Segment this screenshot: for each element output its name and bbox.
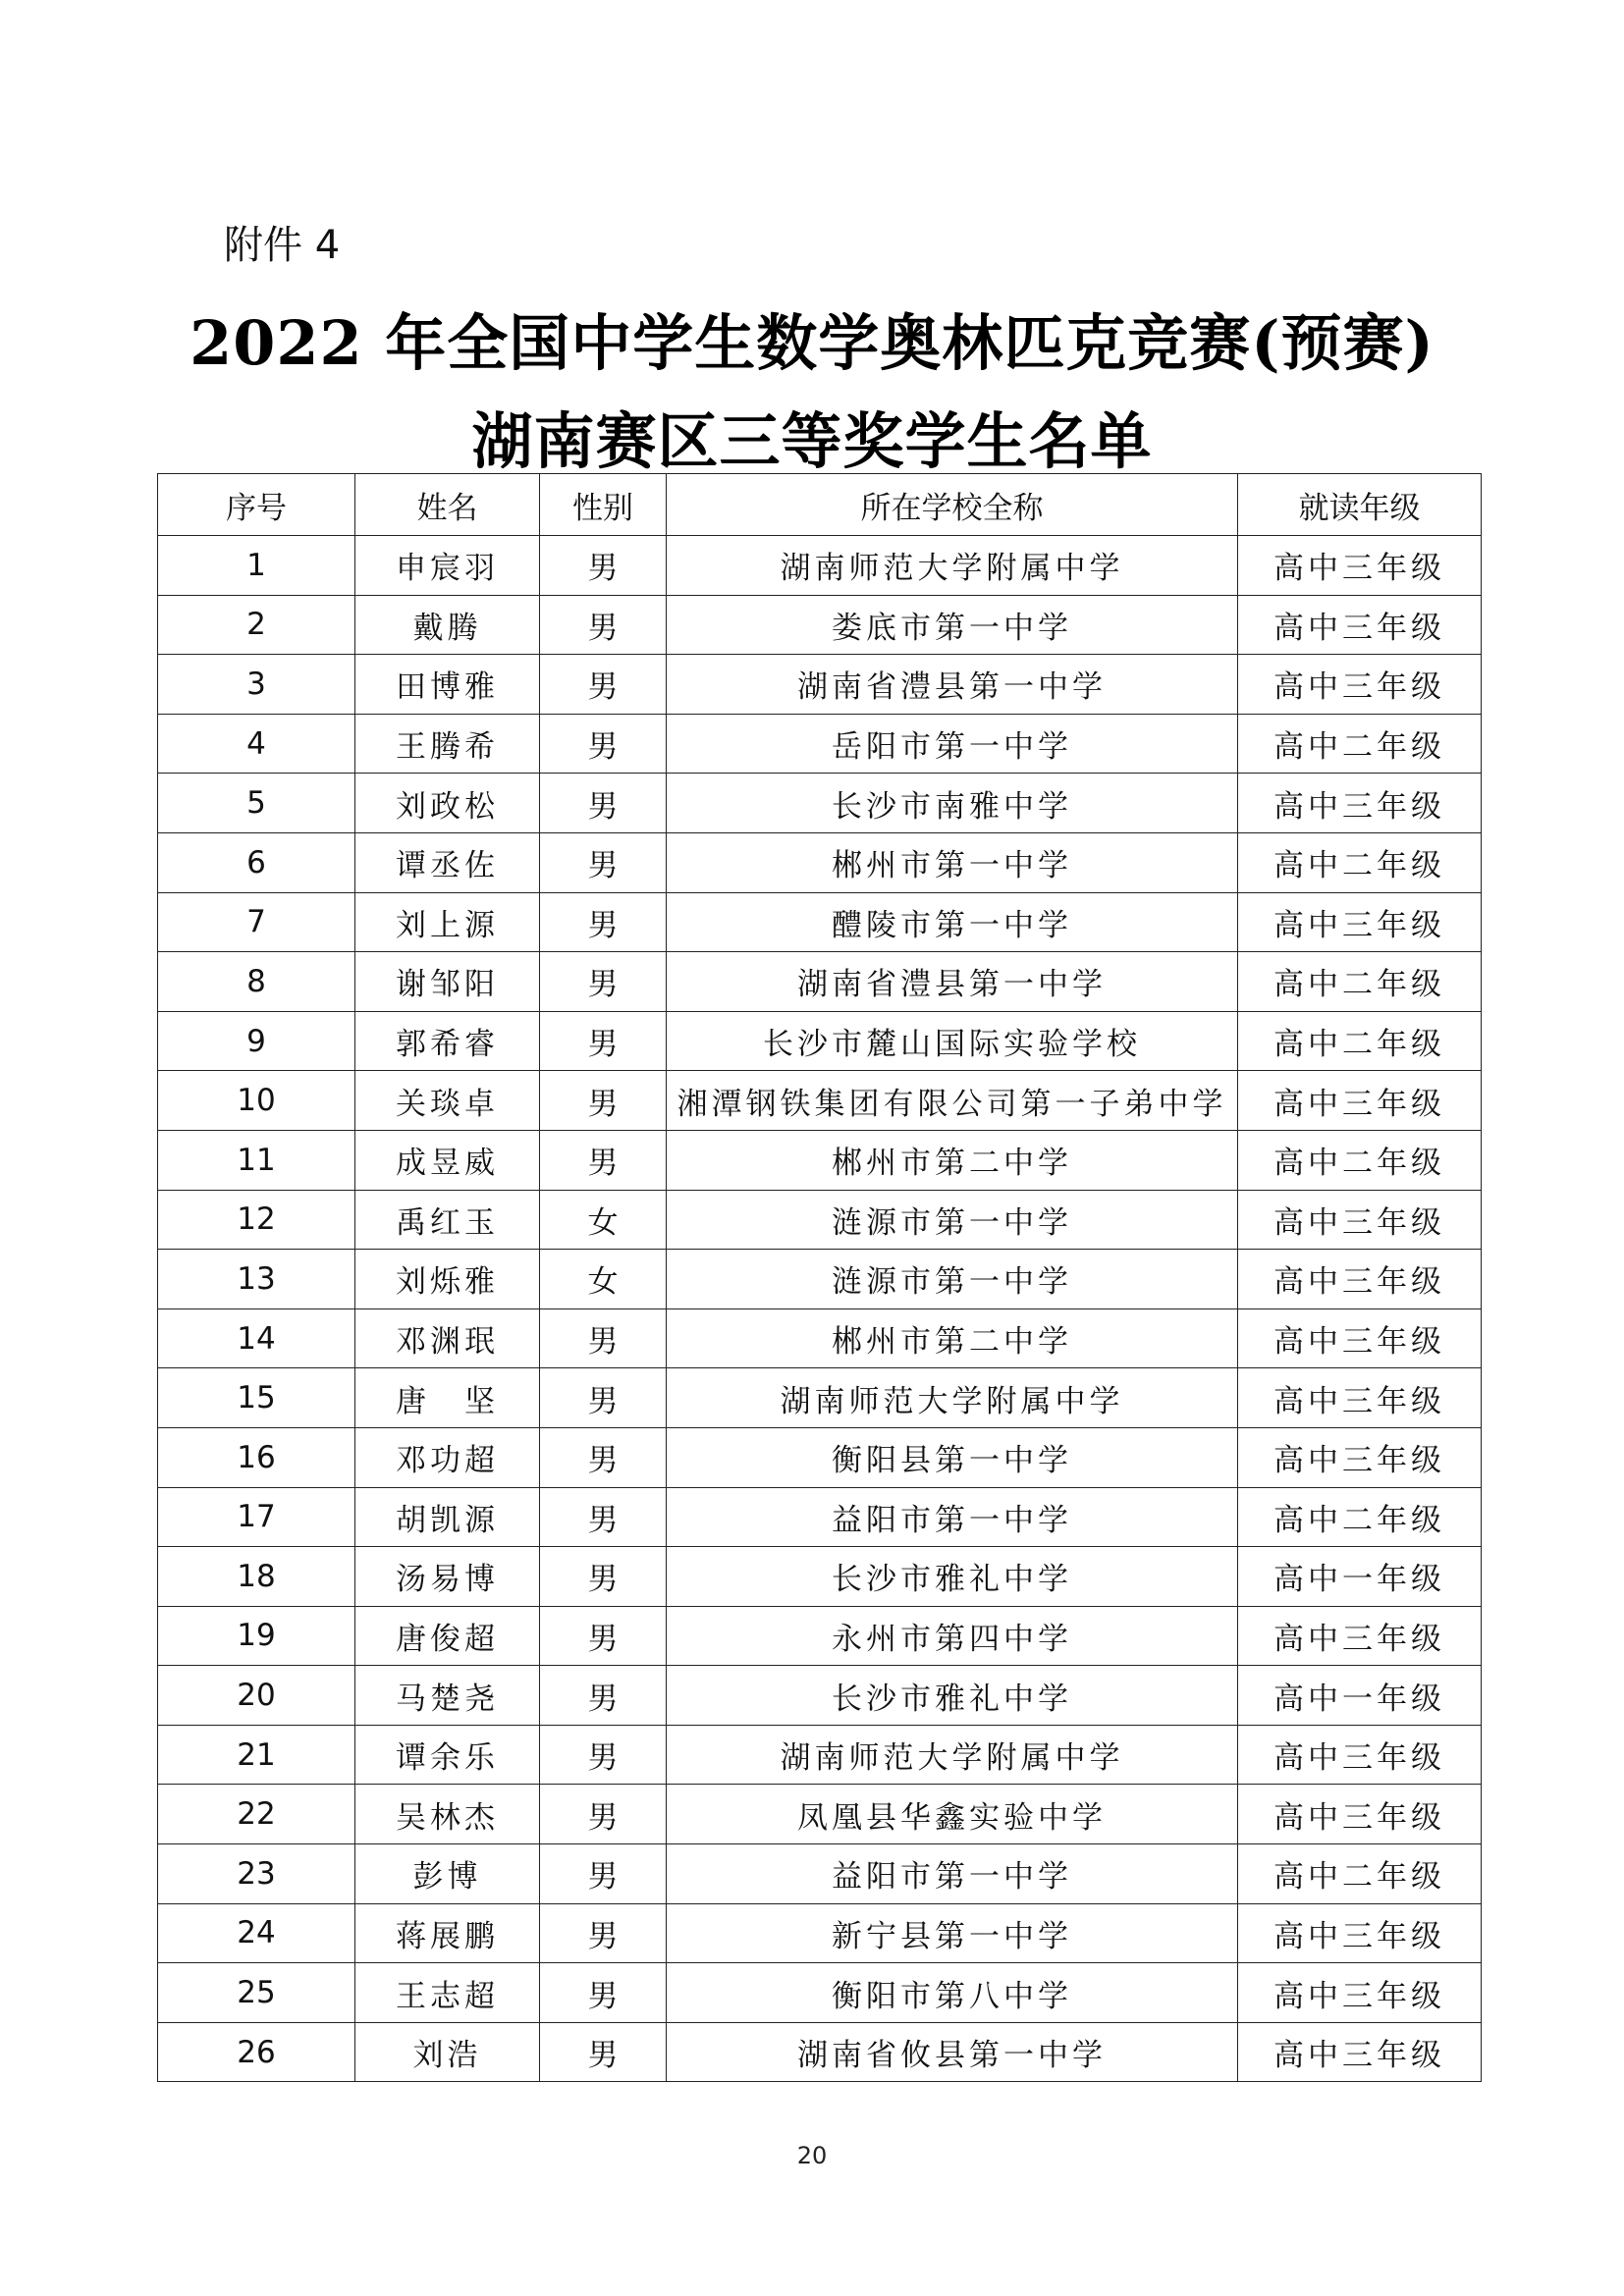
header-grade: 就读年级 [1238, 474, 1482, 536]
cell-name: 谭余乐 [355, 1725, 540, 1785]
cell-school: 长沙市麓山国际实验学校 [667, 1011, 1238, 1071]
award-roster-table [157, 473, 1482, 2082]
cell-index: 3 [158, 655, 355, 715]
cell-school: 凤凰县华鑫实验中学 [667, 1785, 1238, 1844]
cell-name: 郭希睿 [355, 1011, 540, 1071]
table-row [158, 655, 1482, 715]
table-header-row [158, 474, 1482, 536]
cell-name: 邓渊珉 [355, 1308, 540, 1368]
cell-gender: 男 [540, 1071, 667, 1131]
cell-index: 22 [158, 1785, 355, 1844]
cell-gender: 男 [540, 892, 667, 952]
table-row [158, 536, 1482, 596]
cell-school: 岳阳市第一中学 [667, 714, 1238, 774]
cell-index: 18 [158, 1547, 355, 1607]
header-gender: 性别 [540, 474, 667, 536]
cell-gender: 男 [540, 1487, 667, 1547]
document-title-line-1: 2022 年全国中学生数学奥林匹克竞赛(预赛) [189, 307, 1435, 379]
cell-gender: 男 [540, 595, 667, 655]
table-row [158, 1903, 1482, 1963]
cell-school: 郴州市第一中学 [667, 832, 1238, 892]
cell-index: 7 [158, 892, 355, 952]
cell-name: 刘政松 [355, 774, 540, 833]
cell-grade: 高中三年级 [1238, 655, 1482, 715]
cell-gender: 男 [540, 655, 667, 715]
cell-index: 20 [158, 1666, 355, 1726]
table-row [158, 1725, 1482, 1785]
cell-school: 新宁县第一中学 [667, 1903, 1238, 1963]
cell-school: 湖南师范大学附属中学 [667, 1368, 1238, 1428]
cell-school: 湖南师范大学附属中学 [667, 1725, 1238, 1785]
cell-grade: 高中二年级 [1238, 832, 1482, 892]
cell-gender: 男 [540, 774, 667, 833]
table-row [158, 1368, 1482, 1428]
cell-name: 吴林杰 [355, 1785, 540, 1844]
cell-school: 长沙市雅礼中学 [667, 1666, 1238, 1726]
header-index: 序号 [158, 474, 355, 536]
cell-index: 24 [158, 1903, 355, 1963]
cell-school: 湖南省攸县第一中学 [667, 2022, 1238, 2082]
cell-grade: 高中二年级 [1238, 1130, 1482, 1190]
cell-index: 2 [158, 595, 355, 655]
table-row [158, 1844, 1482, 1904]
cell-name: 田博雅 [355, 655, 540, 715]
cell-name: 王志超 [355, 1963, 540, 2023]
cell-index: 5 [158, 774, 355, 833]
cell-name: 刘上源 [355, 892, 540, 952]
cell-gender: 男 [540, 1308, 667, 1368]
cell-name: 戴腾 [355, 595, 540, 655]
table-row [158, 1190, 1482, 1250]
cell-school: 湖南省澧县第一中学 [667, 655, 1238, 715]
cell-index: 21 [158, 1725, 355, 1785]
cell-gender: 男 [540, 1547, 667, 1607]
cell-name: 谢邹阳 [355, 952, 540, 1012]
cell-name: 蒋展鹏 [355, 1903, 540, 1963]
table-row [158, 595, 1482, 655]
cell-grade: 高中二年级 [1238, 714, 1482, 774]
cell-name: 胡凯源 [355, 1487, 540, 1547]
cell-index: 10 [158, 1071, 355, 1131]
cell-school: 湘潭钢铁集团有限公司第一子弟中学 [667, 1071, 1238, 1131]
cell-name: 刘浩 [355, 2022, 540, 2082]
cell-grade: 高中一年级 [1238, 1666, 1482, 1726]
cell-gender: 男 [540, 1785, 667, 1844]
cell-index: 23 [158, 1844, 355, 1904]
cell-school: 永州市第四中学 [667, 1606, 1238, 1666]
cell-name: 汤易博 [355, 1547, 540, 1607]
page-number: 20 [796, 2142, 828, 2169]
cell-name: 邓功超 [355, 1427, 540, 1487]
table-row [158, 1308, 1482, 1368]
cell-grade: 高中三年级 [1238, 595, 1482, 655]
table-row [158, 1487, 1482, 1547]
attachment-label: 附件 4 [224, 223, 341, 268]
table-row [158, 952, 1482, 1012]
cell-gender: 男 [540, 1963, 667, 2023]
cell-gender: 男 [540, 1130, 667, 1190]
cell-school: 郴州市第二中学 [667, 1308, 1238, 1368]
table-row [158, 1785, 1482, 1844]
cell-gender: 女 [540, 1250, 667, 1309]
table-row [158, 1130, 1482, 1190]
cell-gender: 男 [540, 832, 667, 892]
cell-index: 6 [158, 832, 355, 892]
cell-index: 4 [158, 714, 355, 774]
cell-index: 14 [158, 1308, 355, 1368]
cell-grade: 高中三年级 [1238, 536, 1482, 596]
cell-school: 长沙市南雅中学 [667, 774, 1238, 833]
cell-grade: 高中三年级 [1238, 1308, 1482, 1368]
cell-school: 湖南省澧县第一中学 [667, 952, 1238, 1012]
table-row [158, 1963, 1482, 2023]
table-row [158, 1547, 1482, 1607]
cell-school: 郴州市第二中学 [667, 1130, 1238, 1190]
cell-gender: 男 [540, 1903, 667, 1963]
cell-grade: 高中三年级 [1238, 1606, 1482, 1666]
cell-school: 益阳市第一中学 [667, 1844, 1238, 1904]
cell-grade: 高中二年级 [1238, 952, 1482, 1012]
cell-grade: 高中三年级 [1238, 1725, 1482, 1785]
table-row [158, 832, 1482, 892]
cell-school: 益阳市第一中学 [667, 1487, 1238, 1547]
cell-grade: 高中二年级 [1238, 1844, 1482, 1904]
cell-index: 16 [158, 1427, 355, 1487]
cell-grade: 高中三年级 [1238, 892, 1482, 952]
cell-gender: 男 [540, 1725, 667, 1785]
cell-name: 成昱威 [355, 1130, 540, 1190]
cell-index: 17 [158, 1487, 355, 1547]
cell-school: 长沙市雅礼中学 [667, 1547, 1238, 1607]
cell-grade: 高中三年级 [1238, 774, 1482, 833]
document-title-line-2: 湖南赛区三等奖学生名单 [471, 405, 1153, 477]
cell-name: 刘烁雅 [355, 1250, 540, 1309]
cell-index: 9 [158, 1011, 355, 1071]
cell-name: 王腾希 [355, 714, 540, 774]
table-row [158, 892, 1482, 952]
cell-grade: 高中二年级 [1238, 1011, 1482, 1071]
cell-grade: 高中三年级 [1238, 1427, 1482, 1487]
cell-gender: 男 [540, 1368, 667, 1428]
cell-school: 醴陵市第一中学 [667, 892, 1238, 952]
cell-index: 13 [158, 1250, 355, 1309]
cell-grade: 高中三年级 [1238, 1368, 1482, 1428]
cell-index: 12 [158, 1190, 355, 1250]
cell-grade: 高中一年级 [1238, 1547, 1482, 1607]
cell-name: 关琰卓 [355, 1071, 540, 1131]
cell-index: 1 [158, 536, 355, 596]
cell-school: 娄底市第一中学 [667, 595, 1238, 655]
cell-gender: 男 [540, 952, 667, 1012]
cell-name: 彭博 [355, 1844, 540, 1904]
table-row [158, 774, 1482, 833]
cell-name: 马楚尧 [355, 1666, 540, 1726]
cell-grade: 高中三年级 [1238, 1250, 1482, 1309]
cell-index: 11 [158, 1130, 355, 1190]
cell-index: 15 [158, 1368, 355, 1428]
cell-school: 涟源市第一中学 [667, 1190, 1238, 1250]
cell-gender: 男 [540, 2022, 667, 2082]
cell-name: 申宸羽 [355, 536, 540, 596]
header-name: 姓名 [355, 474, 540, 536]
cell-name: 禹红玉 [355, 1190, 540, 1250]
cell-gender: 男 [540, 714, 667, 774]
cell-gender: 男 [540, 1844, 667, 1904]
cell-index: 8 [158, 952, 355, 1012]
cell-index: 25 [158, 1963, 355, 2023]
cell-grade: 高中二年级 [1238, 1487, 1482, 1547]
cell-gender: 男 [540, 1606, 667, 1666]
cell-school: 涟源市第一中学 [667, 1250, 1238, 1309]
table-row [158, 1011, 1482, 1071]
cell-index: 26 [158, 2022, 355, 2082]
header-school: 所在学校全称 [667, 474, 1238, 536]
cell-school: 衡阳县第一中学 [667, 1427, 1238, 1487]
cell-school: 湖南师范大学附属中学 [667, 536, 1238, 596]
table-row [158, 2022, 1482, 2082]
cell-index: 19 [158, 1606, 355, 1666]
cell-gender: 男 [540, 1666, 667, 1726]
cell-name: 唐俊超 [355, 1606, 540, 1666]
cell-school: 衡阳市第八中学 [667, 1963, 1238, 2023]
table-row [158, 714, 1482, 774]
table-row [158, 1666, 1482, 1726]
cell-grade: 高中三年级 [1238, 1903, 1482, 1963]
cell-name: 谭丞佐 [355, 832, 540, 892]
cell-grade: 高中三年级 [1238, 2022, 1482, 2082]
table-body [158, 536, 1482, 2082]
table-row [158, 1071, 1482, 1131]
table-row [158, 1250, 1482, 1309]
cell-gender: 男 [540, 536, 667, 596]
cell-gender: 女 [540, 1190, 667, 1250]
cell-grade: 高中三年级 [1238, 1071, 1482, 1131]
table-row [158, 1606, 1482, 1666]
table-row [158, 1427, 1482, 1487]
cell-grade: 高中三年级 [1238, 1963, 1482, 2023]
cell-gender: 男 [540, 1427, 667, 1487]
cell-grade: 高中三年级 [1238, 1785, 1482, 1844]
cell-name: 唐 坚 [355, 1368, 540, 1428]
cell-gender: 男 [540, 1011, 667, 1071]
cell-grade: 高中三年级 [1238, 1190, 1482, 1250]
